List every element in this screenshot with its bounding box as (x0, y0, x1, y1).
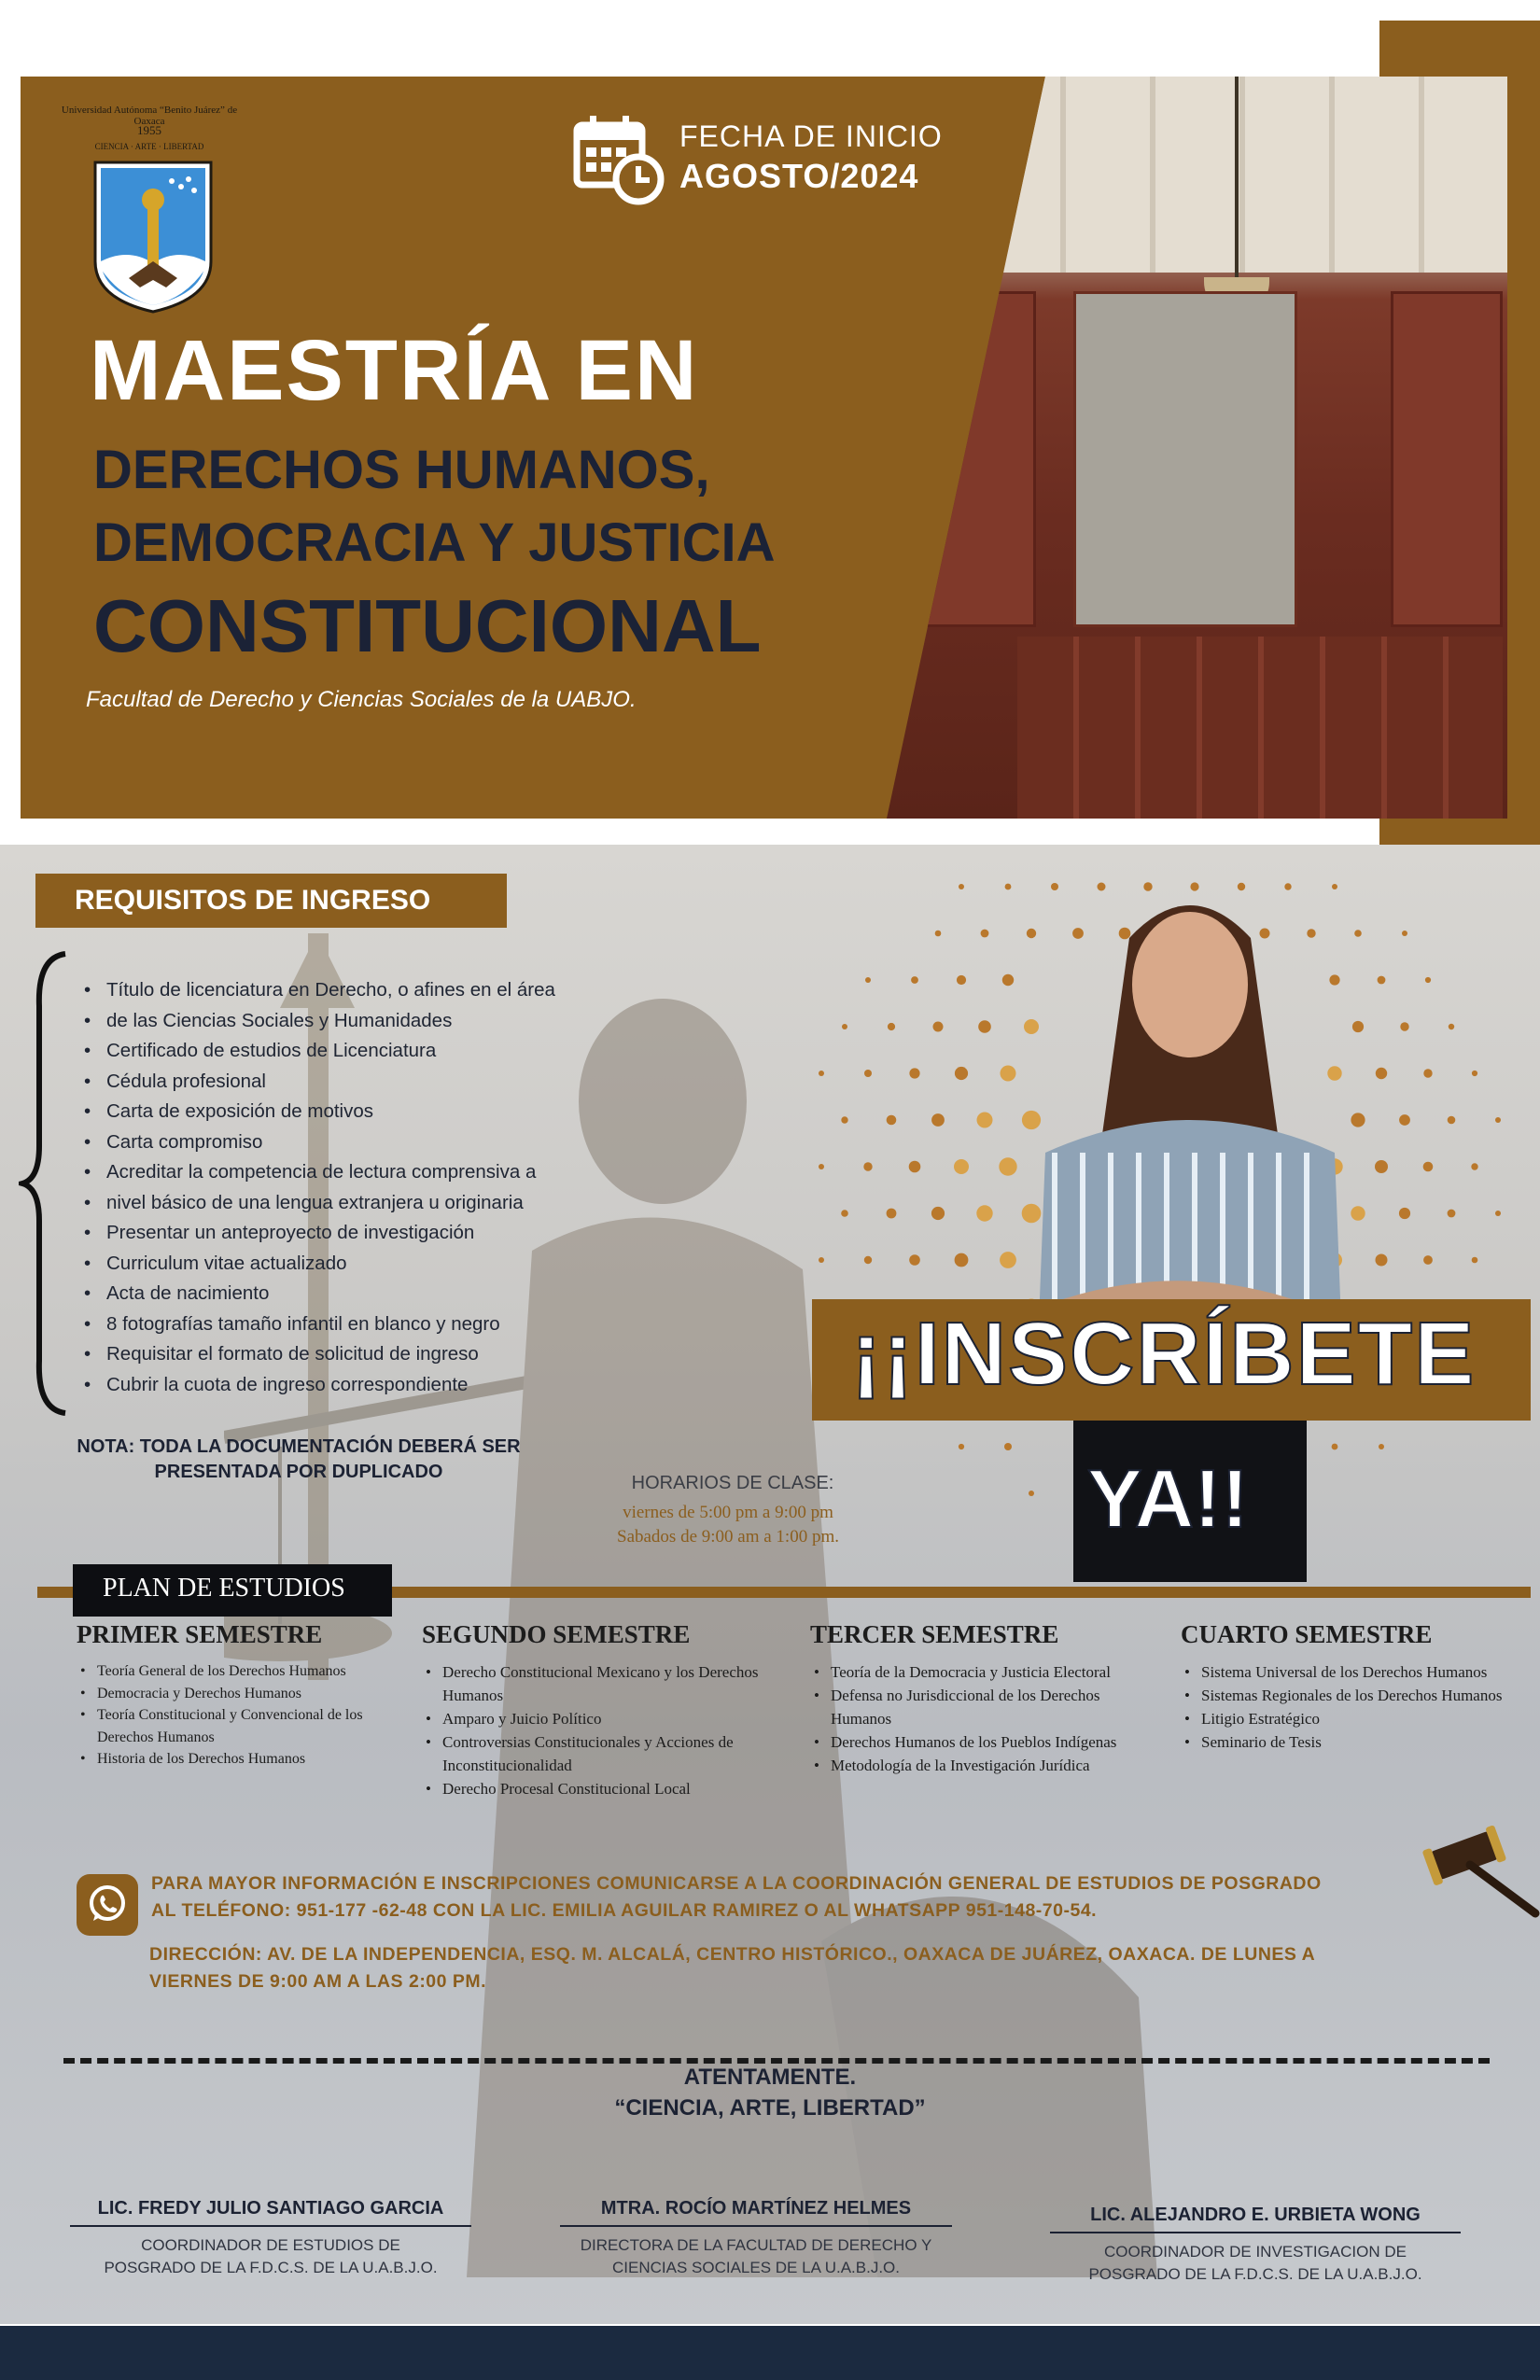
closing-motto: “CIENCIA, ARTE, LIBERTAD” (614, 2095, 926, 2121)
signer-role-line-1: DIRECTORA DE LA FACULTAD DE DERECHO Y (580, 2236, 932, 2254)
signer-role-line-2: CIENCIAS SOCIALES DE LA U.A.B.J.O. (612, 2259, 900, 2276)
address-line-2: VIERNES DE 9:00 AM A LAS 2:00 PM. (149, 1971, 487, 1992)
decorative-dot (887, 1209, 897, 1219)
logo-year: 1955 (137, 123, 161, 137)
decorative-dot (909, 1068, 919, 1078)
decorative-dot (1000, 1252, 1016, 1268)
signer-name: LIC. ALEJANDRO E. URBIETA WONG (1050, 2205, 1461, 2233)
signature-block (1050, 2205, 1461, 2286)
logo-university-name: Universidad Autónoma “Benito Juárez” de Oaxaca (61, 105, 238, 127)
address-line-1: DIRECCIÓN: AV. DE LA INDEPENDENCIA, ESQ. M. ALCALÁ, CENTRO HISTÓRICO., OAXACA DE JUÁREZ, OAXACA. DE LUNES A (149, 1944, 1316, 1965)
semester-title: SEGUNDO SEMESTRE (422, 1620, 691, 1648)
program-title-line-3: DEMOCRACIA Y JUSTICIA (93, 512, 776, 573)
decorative-dot (955, 1067, 968, 1080)
decorative-dot (909, 1161, 921, 1173)
requirement-item: • Acreditar la competencia de lectura comprensiva a (84, 1157, 607, 1188)
requirement-item: • de las Ciencias Sociales y Humanidades (84, 1006, 607, 1037)
course-item: • Seminario de Tesis (1181, 1730, 1503, 1754)
decorative-dot (819, 1164, 824, 1169)
decorative-dot (887, 1115, 897, 1126)
signer-name: LIC. FREDY JULIO SANTIAGO GARCIA (70, 2198, 471, 2227)
decorative-dot (841, 1210, 848, 1217)
program-title-line-4: CONSTITUCIONAL (93, 584, 762, 667)
decorative-dot (1376, 1068, 1387, 1079)
decorative-dot (819, 1257, 824, 1263)
course-item: • Teoría Constitucional y Convencional de los Derechos Humanos (77, 1704, 413, 1748)
semester-2 (422, 1620, 767, 1800)
requirement-item: • Presentar un anteproyecto de investigación (84, 1218, 607, 1249)
decorative-dot (1375, 1160, 1388, 1173)
whatsapp-icon (77, 1874, 138, 1936)
shield-icon (91, 159, 215, 315)
cta-inscribete: ¡¡INSCRÍBETE (851, 1304, 1477, 1404)
requirement-item: • 8 fotografías tamaño infantil en blanco y negro (84, 1309, 607, 1340)
decorative-dot (865, 977, 871, 983)
requirement-item: • Certificado de estudios de Licenciatura (84, 1036, 607, 1067)
requirements-heading: REQUISITOS DE INGRESO (35, 874, 507, 928)
decorative-dot (842, 1024, 847, 1029)
note-line-1: NOTA: TODA LA DOCUMENTACIÓN DEBERÁ SER (77, 1436, 521, 1457)
course-item: • Defensa no Jurisdiccional de los Derechos Humanos (810, 1684, 1155, 1730)
requirement-item: • Acta de nacimiento (84, 1279, 607, 1309)
decorative-dot (1001, 1066, 1016, 1082)
requirement-item: • nivel básico de una lengua extranjera u originaria (84, 1188, 607, 1219)
decorative-dot (976, 1205, 992, 1221)
semester-3 (810, 1620, 1155, 1777)
requirement-item: • Cédula profesional (84, 1067, 607, 1098)
decorative-dot (864, 1256, 872, 1264)
decorative-dot (909, 1254, 920, 1266)
schedule-saturday: Sabados de 9:00 am a 1:00 pm. (617, 1527, 839, 1547)
requirement-item: • Carta de exposición de motivos (84, 1097, 607, 1127)
course-item: • Derechos Humanos de los Pueblos Indígenas (810, 1730, 1155, 1754)
decorative-dot (1376, 1254, 1388, 1267)
course-item: • Litigio Estratégico (1181, 1707, 1503, 1730)
decorative-dot (1472, 1257, 1478, 1264)
note-line-2: PRESENTADA POR DUPLICADO (154, 1462, 443, 1482)
course-item: • Metodología de la Investigación Jurídica (810, 1754, 1155, 1777)
semester-1 (77, 1620, 413, 1771)
signer-role-line-2: POSGRADO DE LA F.D.C.S. DE LA U.A.B.J.O. (104, 2259, 438, 2276)
decorative-dot (957, 975, 966, 985)
decorative-dot (931, 1207, 945, 1220)
contact-info-line-2: AL TELÉFONO: 951-177 -62-48 CON LA LIC. EMILIA AGUILAR RAMIREZ O AL WHATSAPP 951-148-70-54. (151, 1900, 1098, 1921)
decorative-dot (864, 1070, 872, 1077)
semester-4 (1181, 1620, 1503, 1754)
course-item: • Sistema Universal de los Derechos Humanos (1181, 1660, 1503, 1684)
decorative-dot (1002, 974, 1014, 986)
decorative-dot (1425, 977, 1431, 983)
decorative-dot (1399, 1114, 1410, 1126)
decorative-dot (959, 1444, 964, 1449)
requirement-item: • Cubrir la cuota de ingreso correspondiente (84, 1370, 607, 1401)
program-title-line-2: DERECHOS HUMANOS, (93, 440, 710, 500)
decorative-dot (1472, 1071, 1477, 1076)
decorative-dot (1399, 1208, 1410, 1219)
semester-title: CUARTO SEMESTRE (1181, 1620, 1433, 1648)
decorative-dot (1471, 1163, 1477, 1169)
decorative-dot (1423, 1255, 1433, 1265)
closing-greeting: ATENTAMENTE. (683, 2065, 857, 2090)
signer-name: MTRA. ROCÍO MARTÍNEZ HELMES (560, 2198, 952, 2227)
semester-title: TERCER SEMESTRE (810, 1620, 1059, 1648)
course-item: • Controversias Constitucionales y Acciones de Inconstitucionalidad (422, 1730, 767, 1777)
decorative-dot (1402, 931, 1407, 936)
signer-role-line-1: COORDINADOR DE ESTUDIOS DE (141, 2236, 400, 2254)
signer-role-line-2: POSGRADO DE LA F.D.C.S. DE LA U.A.B.J.O. (1088, 2265, 1422, 2283)
decorative-dot (999, 1157, 1016, 1175)
decorative-dot (959, 884, 964, 889)
decorative-dot (1449, 1024, 1454, 1029)
decorative-dot (1495, 1117, 1501, 1123)
decorative-dot (977, 1113, 993, 1128)
decorative-dot (978, 1020, 991, 1033)
decorative-dot (841, 1116, 847, 1123)
signature-block (65, 2198, 476, 2279)
start-date-value: AGOSTO/2024 (679, 157, 919, 195)
decorative-dot (1379, 1444, 1384, 1449)
decorative-dot (819, 1071, 824, 1076)
contact-info-line-1: PARA MAYOR INFORMACIÓN E INSCRIPCIONES COMUNICARSE A LA COORDINACIÓN GENERAL DE ESTUDIOS DE POSGRADO (151, 1873, 1322, 1894)
documentation-note (56, 1435, 541, 1485)
gavel-icon (1414, 1820, 1540, 1923)
decorative-dot (1448, 1210, 1456, 1218)
decorative-dot (955, 1253, 969, 1267)
course-item: • Teoría de la Democracia y Justicia Electoral (810, 1660, 1155, 1684)
calendar-clock-icon (571, 112, 668, 209)
requirement-item: • Requisitar el formato de solicitud de ingreso (84, 1339, 607, 1370)
signer-role-line-1: COORDINADOR DE INVESTIGACION DE (1104, 2243, 1407, 2261)
faculty-name: Facultad de Derecho y Ciencias Sociales de la UABJO. (86, 687, 637, 712)
footer-bar (0, 2326, 1540, 2380)
decorative-dot (935, 931, 942, 937)
schedule-label: HORARIOS DE CLASE: (631, 1473, 834, 1493)
requirement-item: • Carta compromiso (84, 1127, 607, 1158)
cta-ya: YA!! (1087, 1452, 1249, 1545)
course-item: • Derecho Procesal Constitucional Local (422, 1777, 767, 1800)
requirement-item: • Curriculum vitae actualizado (84, 1249, 607, 1280)
decorative-dot (1495, 1211, 1501, 1216)
decorative-dot (863, 1162, 872, 1170)
dashed-divider (63, 2058, 1490, 2064)
decorative-dot (981, 930, 989, 938)
course-item: • Teoría General de los Derechos Humanos (77, 1660, 413, 1683)
plan-heading: PLAN DE ESTUDIOS (73, 1564, 392, 1617)
signature-block (551, 2198, 961, 2279)
decorative-dot (931, 1113, 945, 1127)
course-item: • Democracia y Derechos Humanos (77, 1683, 413, 1705)
decorative-dot (1423, 1069, 1432, 1077)
decorative-dot (1004, 1443, 1012, 1450)
decorative-dot (954, 1159, 969, 1174)
course-item: • Sistemas Regionales de los Derechos Humanos (1181, 1684, 1503, 1707)
course-item: • Historia de los Derechos Humanos (77, 1748, 413, 1771)
start-date-label: FECHA DE INICIO (679, 119, 943, 153)
decorative-dot (1005, 884, 1012, 890)
requirements-list (84, 975, 607, 1400)
course-item: • Amparo y Juicio Político (422, 1707, 767, 1730)
decorative-dot (933, 1022, 944, 1032)
curly-brace-decoration (19, 950, 71, 1417)
decorative-dot (888, 1023, 895, 1030)
decorative-dot (1448, 1116, 1456, 1125)
semester-title: PRIMER SEMESTRE (77, 1620, 323, 1648)
program-title-line-1: MAESTRÍA EN (90, 323, 699, 418)
decorative-dot (1378, 976, 1386, 985)
requirement-item: • Título de licenciatura en Derecho, o afines en el área (84, 975, 607, 1006)
logo-motto: CIENCIA · ARTE · LIBERTAD (94, 142, 204, 151)
schedule-friday: viernes de 5:00 pm a 9:00 pm (623, 1503, 833, 1522)
decorative-dot (911, 976, 918, 984)
course-item: • Derecho Constitucional Mexicano y los Derechos Humanos (422, 1660, 767, 1707)
decorative-dot (1423, 1162, 1434, 1172)
decorative-dot (1400, 1022, 1408, 1030)
